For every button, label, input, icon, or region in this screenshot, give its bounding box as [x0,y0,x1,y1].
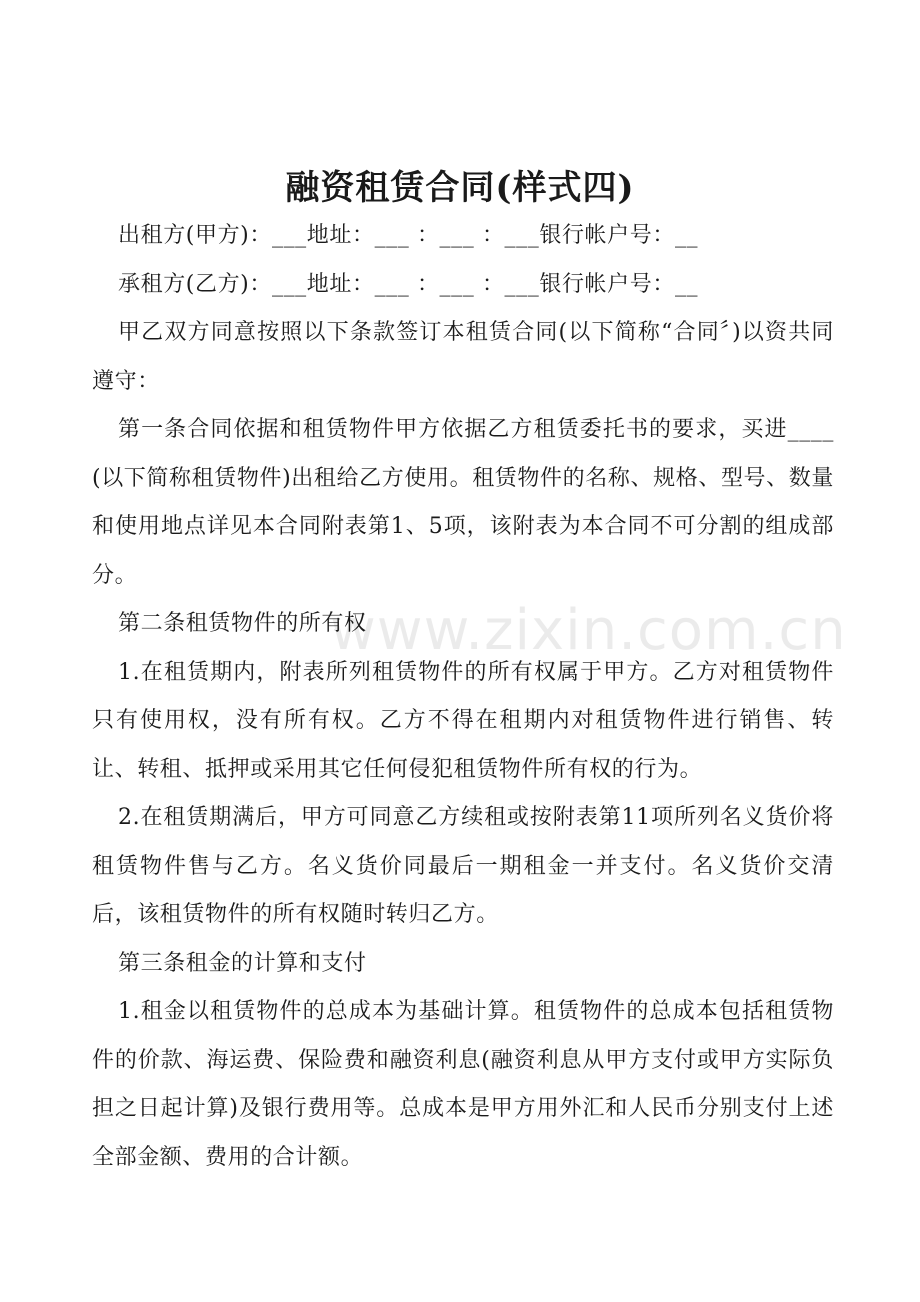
lessor-info-line: 出租方(甲方)：___地址：___ ：___ ：___银行帐户号：__ [118,223,699,248]
document-body [92,212,834,1182]
article-2-heading: 第二条租赁物件的所有权 [118,611,367,636]
article-1-paragraph: 第一条合同依据和租赁物件甲方依据乙方租赁委托书的要求，买进____(以下简称租赁物件)出租给乙方使用。租赁物件的名称、规格、型号、数量和使用地点详见本合同附表第1、5项，该附表为本合同不可分割的组成部分。 [92,417,834,588]
article-3-clause-1: 1.租金以租赁物件的总成本为基础计算。租赁物件的总成本包括租赁物件的价款、海运费、保险费和融资利息(融资利息从甲方支付或甲方实际负担之日起计算)及银行费用等。总成本是甲方用外汇和人民币分别支付上述全部金额、费用的合计额。 [92,999,834,1170]
article-2-clause-1: 1.在租赁期内，附表所列租赁物件的所有权属于甲方。乙方对租赁物件只有使用权，没有所有权。乙方不得在租期内对租赁物件进行销售、转让、转租、抵押或采用其它任何侵犯租赁物件所有权的行为。 [92,659,834,782]
site-watermark: www.zixin.com.cn [330,598,847,663]
document-title: 融资租赁合同(样式四) [285,168,635,208]
article-3-heading: 第三条租金的计算和支付 [118,950,367,976]
preamble-paragraph: 甲乙双方同意按照以下条款签订本租赁合同(以下简称“合同〞)以资共同遵守： [92,320,834,394]
article-2-clause-2: 2.在租赁期满后，甲方可同意乙方续租或按附表第11项所列名义货价将租赁物件售与乙方。名义货价同最后一期租金一并支付。名义货价交清后，该租赁物件的所有权随时转归乙方。 [92,805,834,927]
lessee-info-line: 承租方(乙方)：___地址：___ ：___ ：___银行帐户号：__ [118,271,699,297]
